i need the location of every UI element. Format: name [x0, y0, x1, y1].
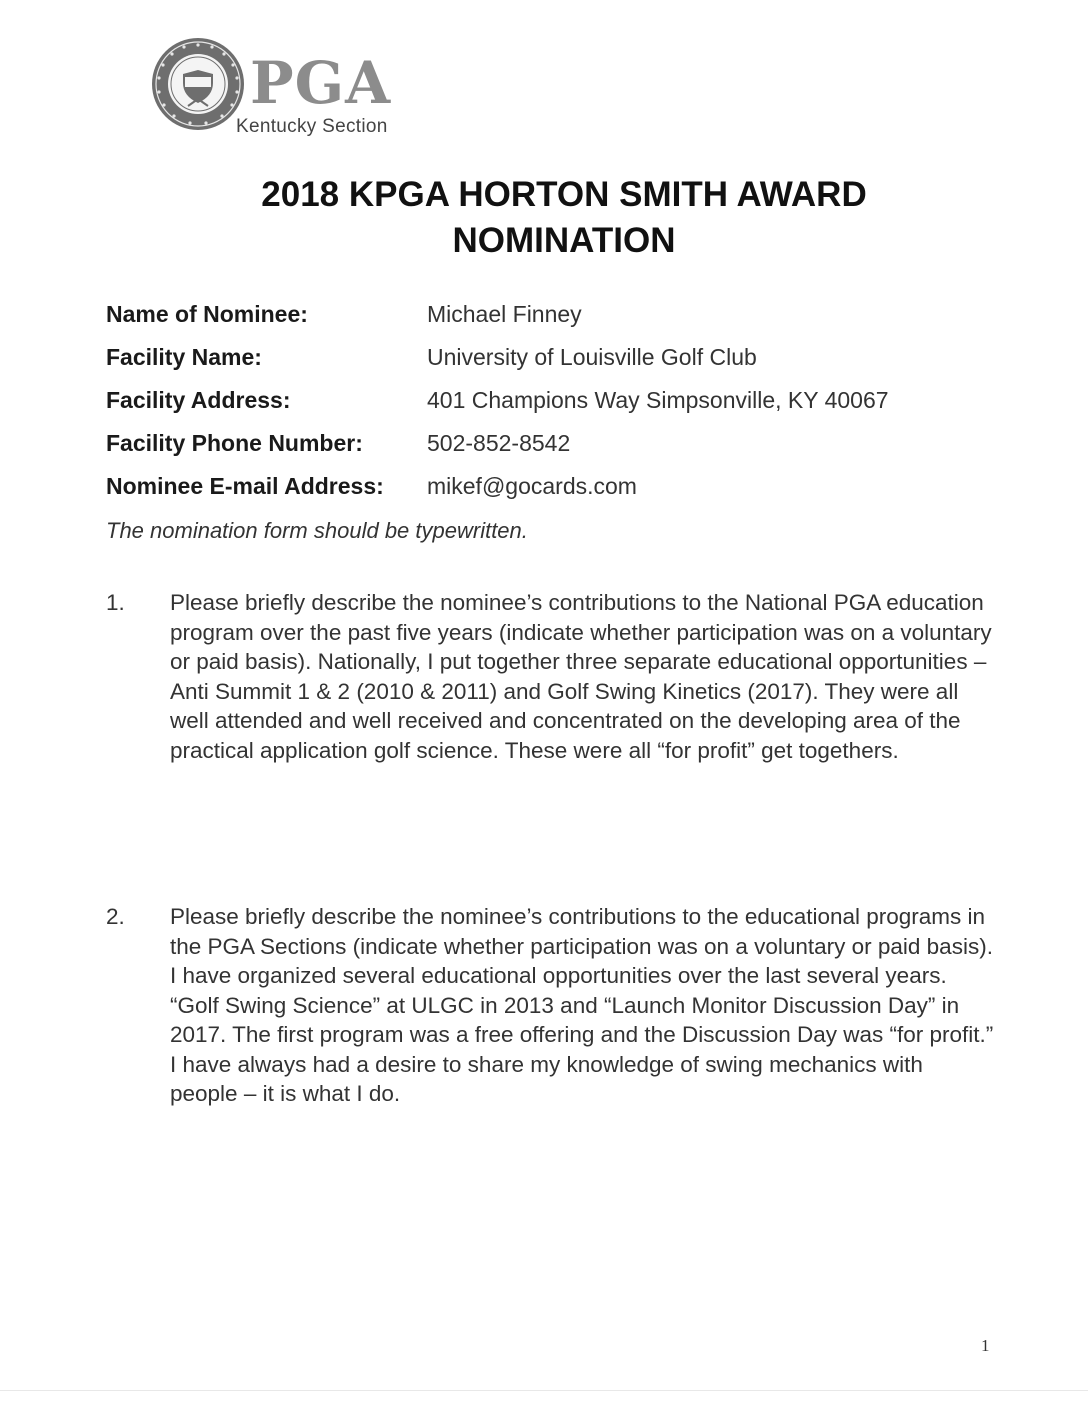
field-value: mikef@gocards.com [427, 473, 637, 499]
field-value: 401 Champions Way Simpsonville, KY 40067 [427, 387, 889, 413]
typewritten-note: The nomination form should be typewritten. [106, 518, 528, 543]
field-label: Nominee E-mail Address: [106, 473, 384, 499]
title-line-1: 2018 KPGA HORTON SMITH AWARD [261, 175, 867, 214]
field-label: Name of Nominee: [106, 301, 308, 327]
pga-wordmark: PGA [250, 49, 392, 117]
pga-logo [150, 36, 450, 146]
page-number: 1 [981, 1336, 990, 1355]
field-label: Facility Name: [106, 344, 262, 370]
scan-edge-line [0, 1390, 1088, 1391]
field-label: Facility Phone Number: [106, 430, 363, 456]
field-value: Michael Finney [427, 301, 582, 327]
section-name: Kentucky Section [236, 116, 388, 137]
question-text: Please briefly describe the nominee’s contributions to the educational programs in the PGA Sections (indicate whether participation was on a voluntary or paid basis). I have organized several educational opportunities over the last several years. “Golf Swing Science” at ULGC in 2013 and “Launch Monitor Discussion Day” in 2017. The first program was a free offering and the Discussion Day was “for profit.” I have always had a desire to share my knowledge of swing mechanics with people – it is what I do. [170, 904, 994, 1106]
question-text: Please briefly describe the nominee’s contributions to the National PGA education program over the past five years (indicate whether participation was on a voluntary or paid basis). Nationally, I put together three separate educational opportunities – Anti Summit 1 & 2 (2010 & 2011) and Golf Swing Kinetics (2017). They were all well attended and well received and concentrated on the developing area of the practical application golf science. These were all “for profit” get togethers. [170, 590, 992, 763]
page-title [0, 172, 1088, 264]
field-label: Facility Address: [106, 387, 291, 413]
field-value: 502-852-8542 [427, 430, 571, 456]
question-number: 1. [106, 590, 125, 615]
question-number: 2. [106, 904, 125, 929]
field-value: University of Louisville Golf Club [427, 344, 757, 370]
pga-seal-icon [150, 36, 246, 132]
title-line-2: NOMINATION [452, 221, 676, 260]
